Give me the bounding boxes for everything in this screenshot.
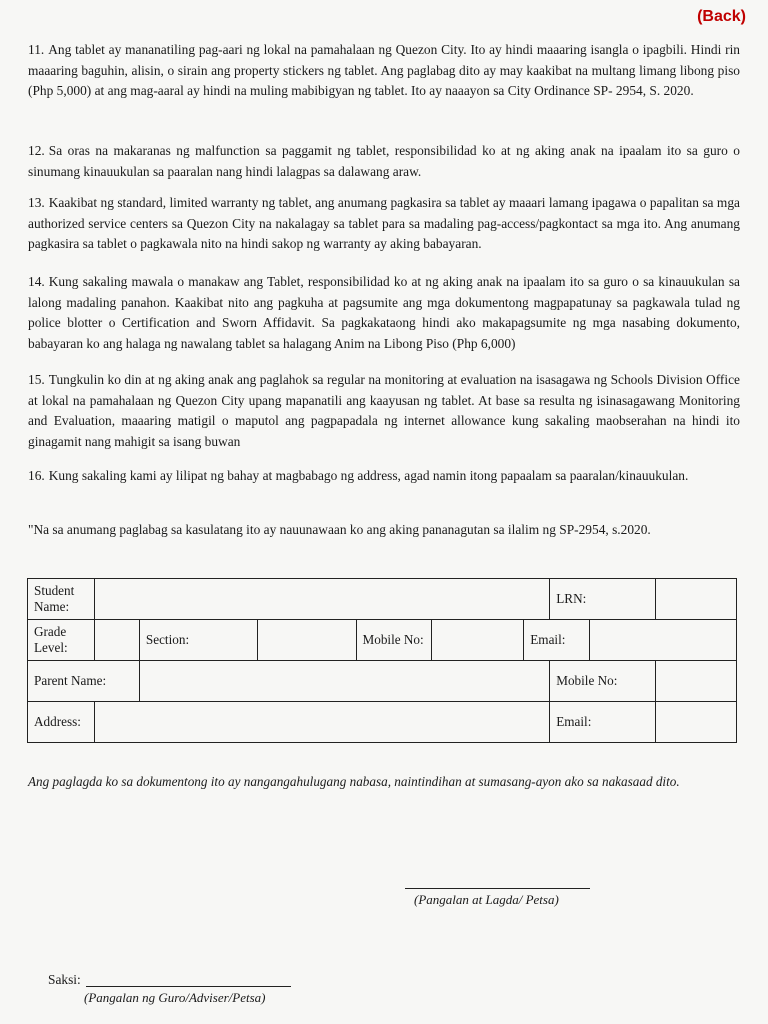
clause-text: Kaakibat ng standard, limited warranty ng tablet, ang anumang pagkasira sa tablet ay maaari lamang ipagawa o papalitan sa mga authorized service centers sa Quezon City na nakalagay sa tablet para sa madaling pag-access/pagkontact sa mga ito. Ang anumang pagkasira sa tablet o pagkawala nito na hindi sakop ng warranty ay aking babayaran. — [28, 195, 740, 251]
email-label: Email: — [524, 620, 590, 661]
email-field[interactable] — [590, 620, 737, 661]
agreement-note: Ang paglagda ko sa dokumentong ito ay nangangahulugang nabasa, naintindihan at sumasang-ayon ako sa nakasaad dito. — [28, 774, 680, 789]
grade-level-label: Grade Level: — [28, 620, 95, 661]
back-link[interactable]: (Back) — [697, 8, 746, 25]
address-label: Address: — [28, 702, 95, 743]
parent-mobile-label: Mobile No: — [550, 661, 656, 702]
witness-label: Saksi: — [48, 972, 81, 987]
student-name-field[interactable] — [94, 579, 549, 620]
witness-signature-line[interactable] — [86, 986, 291, 987]
clause-14 — [28, 272, 740, 354]
parent-name-field[interactable] — [139, 661, 549, 702]
mobile-no-field[interactable] — [432, 620, 524, 661]
clause-number: 14. — [28, 274, 45, 289]
address-email-label: Email: — [550, 702, 656, 743]
clause-number: 16. — [28, 468, 45, 483]
section-field[interactable] — [257, 620, 356, 661]
lrn-field[interactable] — [656, 579, 737, 620]
clause-text: Ang tablet ay mananatiling pag-aari ng lokal na pamahalaan ng Quezon City. Ito ay hindi maaaring isangla o ipagbili. Hindi rin maaaring baguhin, alisin, o sirain ang property stickers ng tablet. Ang paglabag dito ay may kaakibat na multang limang libong piso (Php 5,000) at ang mag-aaral ay hindi na muling mabibigyan ng tablet. Ito ay naaayon sa City Ordinance SP- 2954, S. 2020. — [28, 42, 740, 98]
address-email-field[interactable] — [656, 702, 737, 743]
grade-level-field[interactable] — [94, 620, 139, 661]
witness-sub-label: (Pangalan ng Guro/Adviser/Petsa) — [84, 990, 266, 1005]
parent-signature-line[interactable] — [405, 888, 590, 889]
mobile-no-label: Mobile No: — [356, 620, 432, 661]
clause-15 — [28, 370, 740, 452]
bleed-through-text — [20, 112, 748, 132]
clause-13 — [28, 193, 740, 255]
address-field[interactable] — [94, 702, 549, 743]
section-label: Section: — [139, 620, 257, 661]
clause-16 — [28, 466, 740, 487]
clause-11 — [28, 40, 740, 102]
parent-signature-label: (Pangalan at Lagda/ Petsa) — [414, 892, 559, 907]
clause-number: 15. — [28, 372, 45, 387]
student-info-form — [27, 578, 737, 743]
parent-mobile-field[interactable] — [656, 661, 737, 702]
parent-name-label: Parent Name: — [28, 661, 140, 702]
clause-text: Kung sakaling mawala o manakaw ang Tablet, responsibilidad ko at ng aking anak na ipaalam ito sa guro o sa kinauukulan sa lalong madaling panahon. Kaakibat nito ang pagkuha at pagsumite ang mga dokumentong magpapatunay sa pagkawala tulad ng police blotter o Certification and Sworn Affidavit. Sa pagkakataong hindi ako makapagsumite ng mga nasabing dokumento, babayaran ko ang halaga ng nawalang tablet sa halagang Anim na Libong Piso (Php 6,000) — [28, 274, 740, 351]
clause-number: 11. — [28, 42, 45, 57]
lrn-label: LRN: — [550, 579, 656, 620]
clause-12 — [28, 141, 740, 182]
clause-text: Sa oras na makaranas ng malfunction sa paggamit ng tablet, responsibilidad ko at ng aking anak na ipaalam ito sa guro o sinumang kinauukulan sa paaralan nang hindi lalagpas sa dalawang araw. — [28, 143, 740, 179]
clause-text: Kung sakaling kami ay lilipat ng bahay at magbabago ng address, agad namin itong papaalam sa paaralan/kinauukulan. — [48, 468, 689, 483]
student-name-label: Student Name: — [28, 579, 95, 620]
clause-text: Tungkulin ko din at ng aking anak ang paglahok sa regular na monitoring at evaluation na isasagawa ng Schools Division Office at lokal na pamahalaan ng Quezon City upang mapanatili ang kaayusan ng tablet. At base sa resulta ng isinasagawang Monitoring and Evaluation, maaaring matigil o maputol ang pagpapadala ng internet allowance kung sakaling maobserahan na hindi ito ginagamit nang mahigit sa isang buwan — [28, 372, 740, 449]
clause-number: 13. — [28, 195, 45, 210]
clause-number: 12. — [28, 143, 45, 158]
liability-statement: "Na sa anumang paglabag sa kasulatang ito ay nauunawaan ko ang aking pananagutan sa ilalim ng SP-2954, s.2020. — [28, 522, 651, 537]
